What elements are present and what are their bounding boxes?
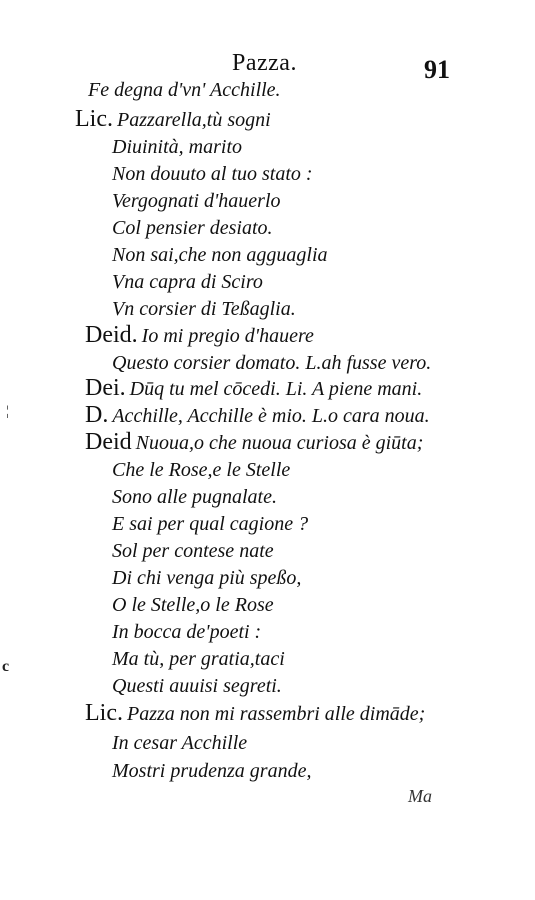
verse-text: Nuoua,o che nuoua curiosa è giūta; [135, 432, 424, 454]
verse-text: In cesar Acchille [112, 732, 248, 754]
verse-text: In bocca de'poeti : [112, 621, 262, 643]
verse-text: Non douuto al tuo stato : [112, 163, 313, 185]
verse-text: Sol per contese nate [112, 540, 274, 562]
verse-text: Vna capra di Sciro [112, 271, 263, 293]
verse-text: Acchille, Acchille è mio. L.o cara noua. [112, 405, 430, 427]
verse-line [112, 513, 308, 536]
verse-line [112, 648, 285, 671]
verse-line [112, 760, 311, 783]
verse-line [112, 271, 263, 294]
verse-text: Fe degna d'vn' Acchille. [88, 79, 281, 101]
verse-text: Mostri prudenza grande, [112, 760, 312, 782]
verse-text: Questi auuisi segreti. [112, 675, 282, 697]
verse-text: Ma tù, per gratia,taci [112, 648, 285, 670]
verse-text: Non sai,che non agguaglia [112, 244, 328, 266]
verse-text: Io mi pregio d'hauere [141, 325, 314, 347]
verse-line [112, 352, 431, 375]
verse-text: O le Stelle,o le Rose [112, 594, 274, 616]
verse-line [85, 375, 422, 402]
verse-line [112, 163, 313, 186]
speaker-name: Dei. [85, 375, 126, 401]
verse-text: Col pensier desiato. [112, 217, 273, 239]
verse-line [112, 217, 273, 240]
verse-line [112, 594, 274, 617]
verse-text: Vergognati d'hauerlo [112, 190, 281, 212]
verse-text: E sai per qual cagione ? [112, 513, 309, 535]
speaker-name: Lic. [85, 700, 123, 726]
verse-line [75, 106, 271, 133]
verse-text: Dūq tu mel cōcedi. Li. A piene mani. [129, 378, 423, 400]
verse-line [85, 322, 314, 349]
verse-line [112, 675, 282, 698]
verse-line [85, 429, 423, 456]
speaker-name: Deid. [85, 322, 138, 348]
running-head: Pazza. [232, 50, 297, 76]
verse-text: Diuinità, marito [112, 136, 243, 158]
verse-line [85, 700, 425, 727]
verse-line [112, 244, 328, 267]
page-number: 91 [424, 55, 450, 84]
verse-text: Pazzarella,tù sogni [116, 109, 271, 131]
verse-line [112, 540, 274, 563]
verse-line [112, 136, 242, 159]
verse-line [112, 732, 247, 755]
verse-text: Di chi venga più speßo, [112, 567, 302, 589]
verse-text: Che le Rose,e le Stelle [112, 459, 291, 481]
verse-line [88, 79, 281, 102]
speaker-name: D. [85, 402, 109, 428]
verse-line [85, 402, 430, 429]
verse-line [112, 567, 301, 590]
verse-line [112, 190, 281, 213]
speaker-name: Deid [85, 429, 132, 455]
verse-line [112, 298, 296, 321]
verse-text: Vn corsier di Teßaglia. [112, 298, 296, 320]
verse-text: Questo corsier domato. L.ah fusse vero. [112, 352, 432, 374]
verse-line [112, 621, 261, 644]
margin-mark: ¦ [6, 404, 9, 419]
verse-line [112, 459, 290, 482]
verse-text: Pazza non mi rassembri alle dimāde; [126, 703, 426, 725]
speaker-name: Lic. [75, 106, 113, 132]
catchword: Ma [408, 786, 432, 806]
verse-text: Sono alle pugnalate. [112, 486, 277, 508]
margin-mark: c [2, 658, 10, 675]
verse-line [112, 486, 277, 509]
